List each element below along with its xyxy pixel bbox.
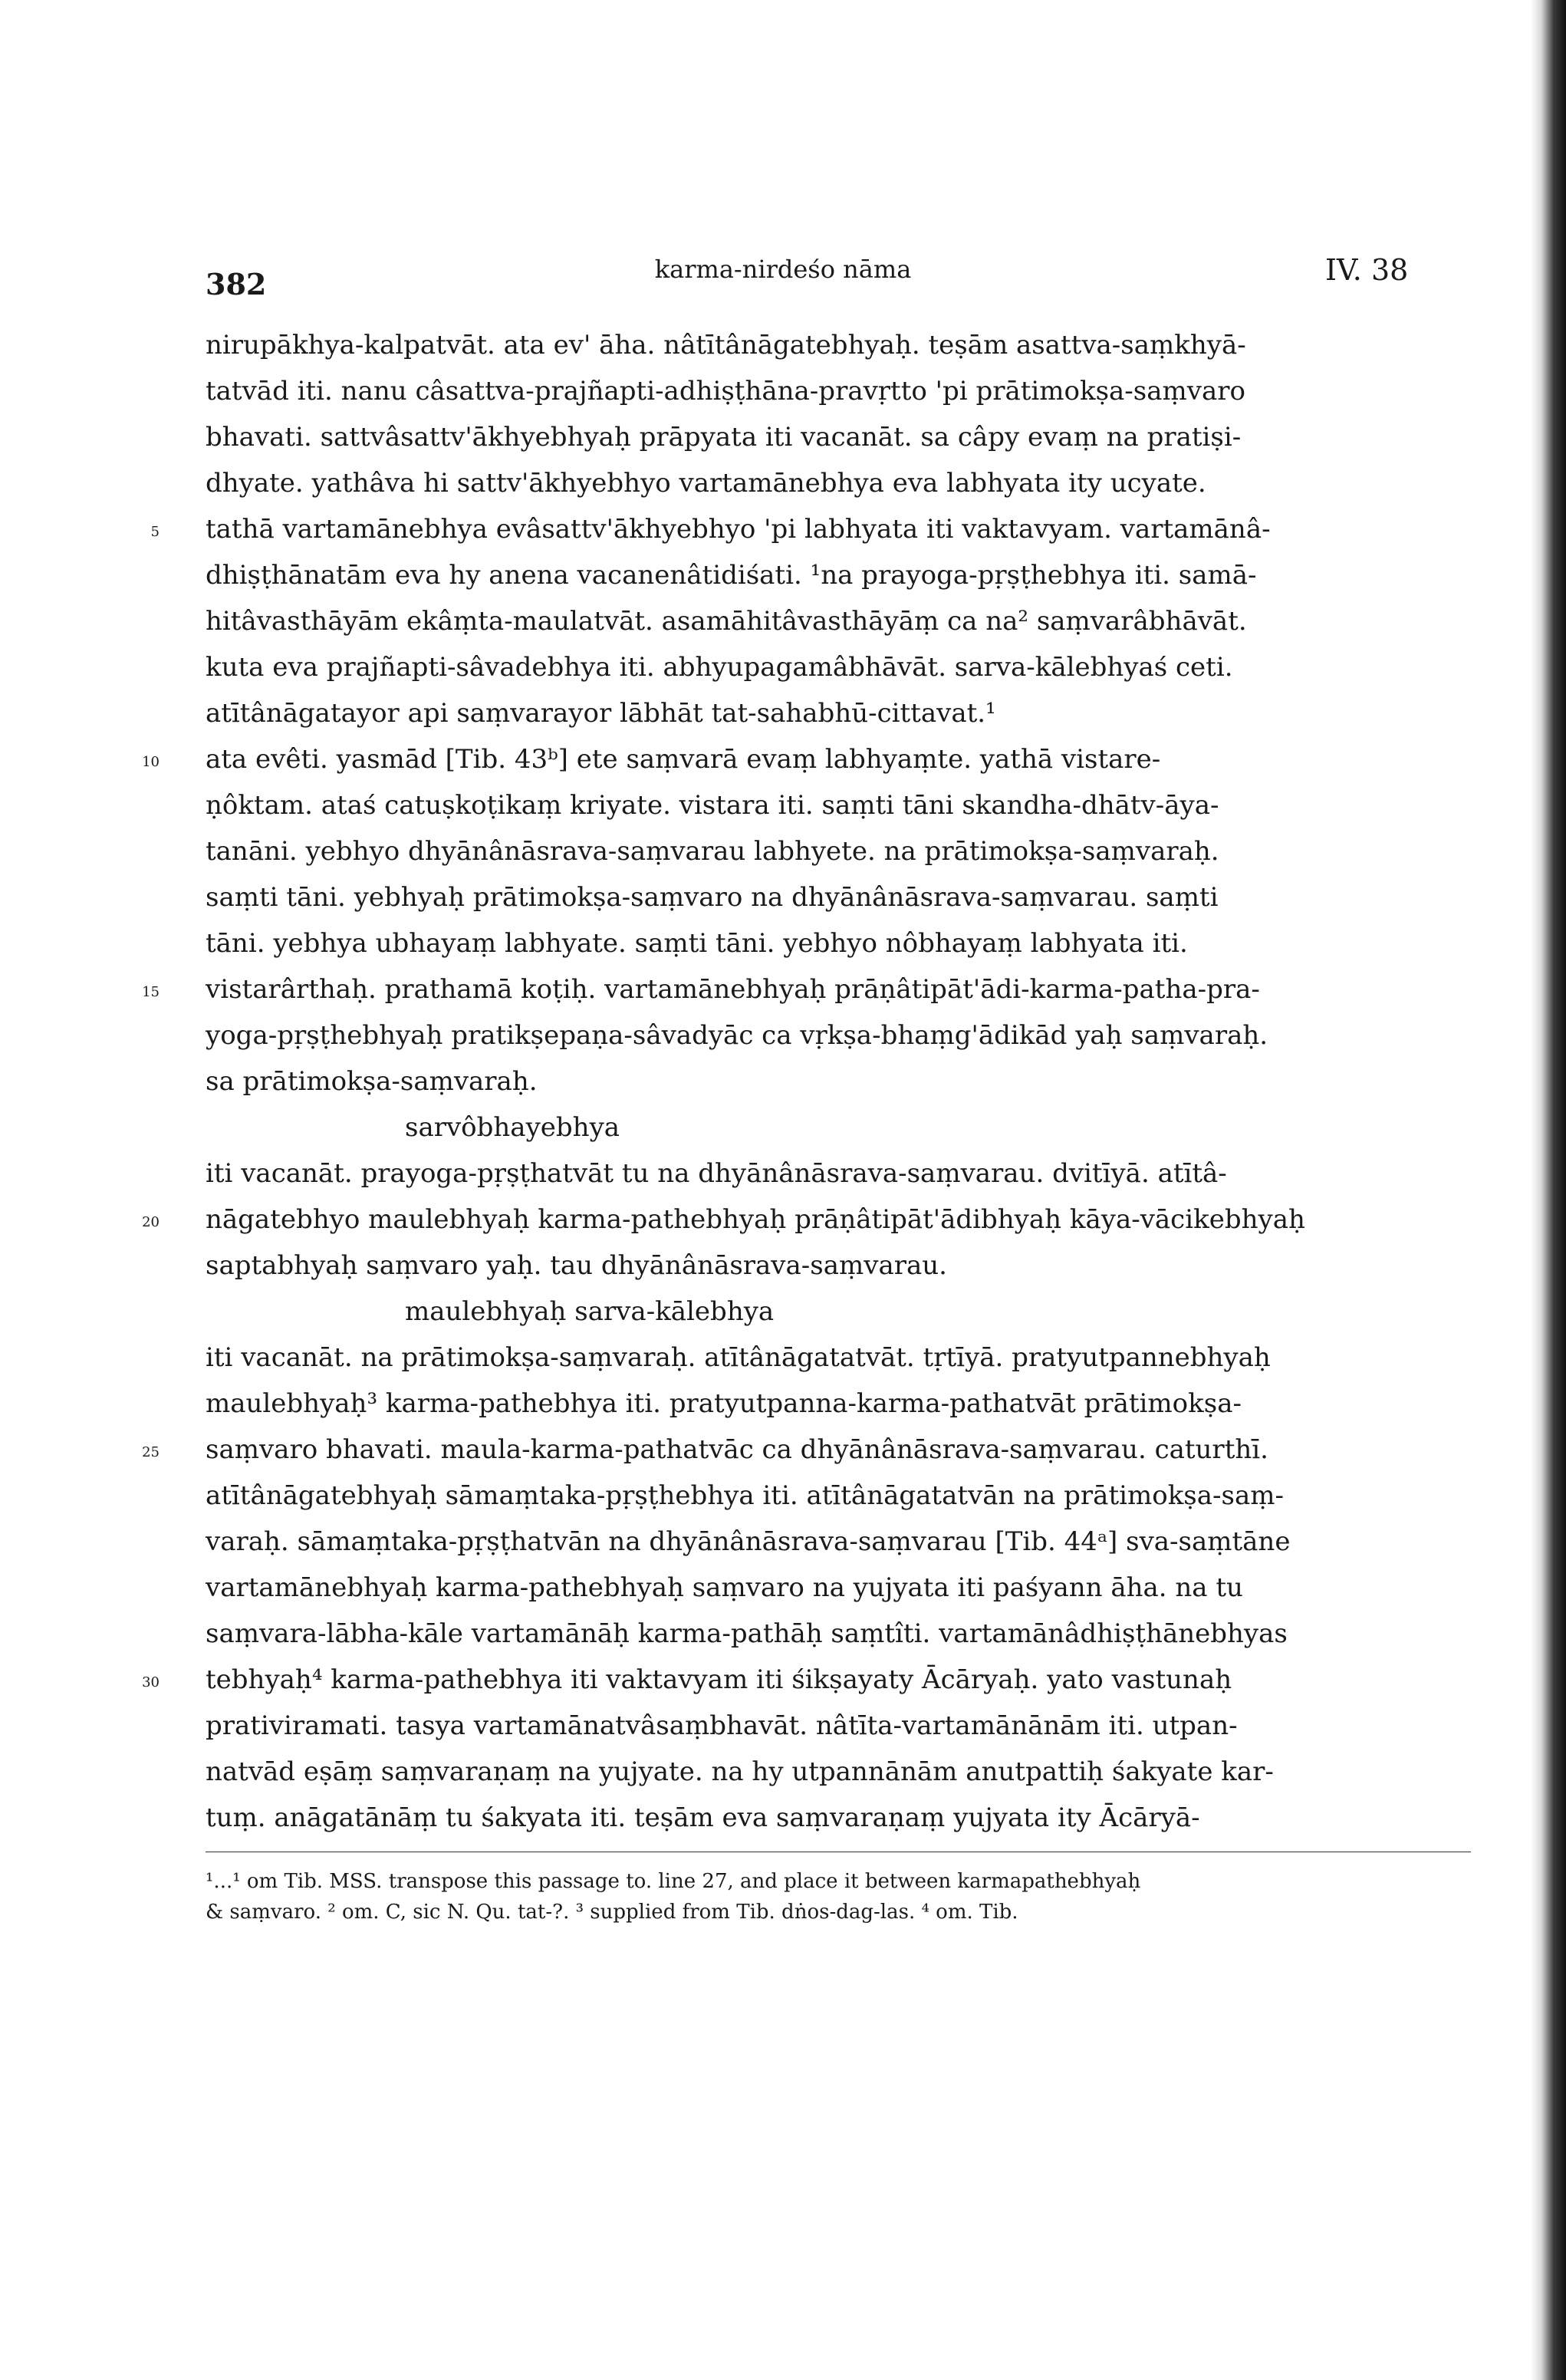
line-text: atītânāgatebhyaḥ sāmaṃtaka-pṛṣṭhebhya iti. atītânāgatatvān na prātimokṣa-saṃ- (206, 1480, 1284, 1511)
line-text: maulebhyaḥ sarva-kālebhya (405, 1296, 775, 1327)
text-line (206, 552, 1471, 598)
line-text: maulebhyaḥ³ karma-pathebhya iti. pratyutpanna-karma-pathatvāt prātimokṣa- (206, 1388, 1242, 1419)
text-line (206, 782, 1471, 828)
line-text: vartamānebhyaḥ karma-pathebhyaḥ saṃvaro na yujyata iti paśyann āha. na tu (206, 1572, 1243, 1603)
line-number: 15 (142, 984, 160, 1000)
line-text: tebhyaḥ⁴ karma-pathebhya iti vaktavyam iti śikṣayaty Ācāryaḥ. yato vastunaḥ (206, 1664, 1232, 1695)
line-text: prativiramati. tasya vartamānatvâsaṃbhavāt. nâtīta-vartamānānām iti. utpan- (206, 1710, 1238, 1741)
text-line (142, 966, 1471, 1012)
text-line (206, 644, 1471, 690)
text-line (206, 1289, 1471, 1335)
line-text: yoga-pṛṣṭhebhyaḥ pratikṣepaṇa-sâvadyāc ca vṛkṣa-bhaṃg'ādikād yaḥ saṃvaraḥ. (206, 1020, 1268, 1051)
text-line (206, 1795, 1471, 1841)
line-text: tatvād iti. nanu câsattva-prajñapti-adhiṣṭhāna-pravṛtto 'pi prātimokṣa-saṃvaro (206, 376, 1245, 407)
line-text: natvād eṣāṃ saṃvaraṇaṃ na yujyate. na hy utpannānām anutpattiḥ śakyate kar- (206, 1756, 1274, 1787)
text-line (206, 874, 1471, 920)
text-line (206, 598, 1471, 644)
text-line (206, 1012, 1471, 1058)
line-text: tāni. yebhya ubhayaṃ labhyate. saṃti tāni. yebhyo nôbhayaṃ labhyata iti. (206, 928, 1188, 959)
line-text: nāgatebhyo maulebhyaḥ karma-pathebhyaḥ prāṇâtipāt'ādibhyaḥ kāya-vācikebhyaḥ (206, 1204, 1305, 1235)
text-line (206, 1519, 1471, 1565)
text-line (206, 828, 1471, 874)
text-line (206, 1335, 1471, 1381)
line-text: nirupākhya-kalpatvāt. ata ev' āha. nâtītânāgatebhyaḥ. teṣām asattva-saṃkhyā- (206, 330, 1246, 360)
line-text: bhavati. sattvâsattv'ākhyebhyaḥ prāpyata iti vacanāt. sa câpy evaṃ na pratiṣi- (206, 422, 1242, 453)
line-text: dhiṣṭhānatām eva hy anena vacanenâtidiśati. ¹na prayoga-pṛṣṭhebhya iti. samā- (206, 560, 1257, 591)
line-text: iti vacanāt. prayoga-pṛṣṭhatvāt tu na dhyānânāsrava-saṃvarau. dvitīyā. atītâ- (206, 1158, 1227, 1189)
line-text: saptabhyaḥ saṃvaro yaḥ. tau dhyānânāsrava-saṃvarau. (206, 1250, 947, 1281)
line-text: dhyate. yathâva hi sattv'ākhyebhyo vartamānebhya eva labhyata ity ucyate. (206, 468, 1206, 499)
text-line (206, 1611, 1471, 1657)
text-line (206, 1058, 1471, 1104)
line-text: vistarârthaḥ. prathamā koṭiḥ. vartamānebhyaḥ prāṇâtipāt'ādi-karma-patha-pra- (206, 974, 1260, 1005)
text-line (206, 1749, 1471, 1795)
text-line (206, 1565, 1471, 1611)
line-number: 5 (150, 524, 160, 540)
line-text: ata evêti. yasmād [Tib. 43ᵇ] ete saṃvarā evaṃ labhyaṃte. yathā vistare- (206, 744, 1161, 775)
line-number: 20 (142, 1214, 160, 1230)
text-line (206, 322, 1471, 368)
body-text (142, 322, 1471, 1927)
text-line (142, 1657, 1471, 1703)
line-text: saṃti tāni. yebhyaḥ prātimokṣa-saṃvaro na dhyānânāsrava-saṃvarau. saṃti (206, 882, 1219, 913)
text-line (206, 460, 1471, 506)
line-number: 25 (142, 1444, 160, 1460)
line-text: hitâvasthāyām ekâṃta-maulatvāt. asamāhitâvasthāyāṃ ca na² saṃvarâbhāvāt. (206, 606, 1247, 637)
line-text: saṃvara-lābha-kāle vartamānāḥ karma-pathāḥ saṃtîti. vartamānâdhiṣṭhānebhyas (206, 1618, 1288, 1649)
line-text: sa prātimokṣa-saṃvaraḥ. (206, 1066, 538, 1097)
footnote: ¹...¹ om Tib. MSS. transpose this passage to. line 27, and place it between karmapathebhyaḥ (206, 1870, 1141, 1893)
text-line (206, 690, 1471, 736)
text-line (206, 1150, 1471, 1197)
line-text: saṃvaro bhavati. maula-karma-pathatvāc ca dhyānânāsrava-saṃvarau. caturthī. (206, 1434, 1268, 1465)
text-line (206, 1381, 1471, 1427)
line-text: tathā vartamānebhya evâsattv'ākhyebhyo 'pi labhyata iti vaktavyam. vartamānâ- (206, 514, 1271, 545)
line-text: atītânāgatayor api saṃvarayor lābhāt tat-sahabhū-cittavat.¹ (206, 698, 996, 729)
section-reference: IV. 38 (1325, 253, 1409, 287)
book-spine-shadow (1531, 0, 1566, 2380)
text-line (142, 736, 1471, 782)
text-line (142, 1427, 1471, 1473)
line-number: 10 (142, 754, 160, 770)
line-text: sarvôbhayebhya (405, 1112, 620, 1143)
line-text: iti vacanāt. na prātimokṣa-saṃvaraḥ. atītânāgatatvāt. tṛtīyā. pratyutpannebhyaḥ (206, 1342, 1271, 1373)
text-line (206, 1703, 1471, 1749)
running-title: karma-nirdeśo nāma (654, 255, 912, 284)
text-line (206, 368, 1471, 414)
line-text: tuṃ. anāgatānāṃ tu śakyata iti. teṣām eva saṃvaraṇaṃ yujyata ity Ācāryā- (206, 1802, 1200, 1833)
text-line (206, 920, 1471, 966)
line-text: ṇôktam. ataś catuṣkoṭikaṃ kriyate. vistara iti. saṃti tāni skandha-dhātv-āya- (206, 790, 1219, 821)
page-header (0, 238, 1566, 299)
text-line (206, 1473, 1471, 1519)
text-line (206, 1104, 1471, 1150)
text-line (206, 414, 1471, 460)
line-text: kuta eva prajñapti-sâvadebhya iti. abhyupagamâbhāvāt. sarva-kālebhyaś ceti. (206, 652, 1233, 683)
text-line (150, 506, 1471, 552)
line-text: tanāni. yebhyo dhyānânāsrava-saṃvarau labhyete. na prātimokṣa-saṃvaraḥ. (206, 836, 1219, 867)
line-number: 30 (142, 1674, 160, 1690)
text-line (142, 1197, 1471, 1243)
line-text: varaḥ. sāmaṃtaka-pṛṣṭhatvān na dhyānânāsrava-saṃvarau [Tib. 44ᵃ] sva-saṃtāne (206, 1526, 1291, 1557)
text-line (206, 1243, 1471, 1289)
page-number: 382 (206, 267, 267, 301)
footnote: & saṃvaro. ² om. C, sic N. Qu. tat-?. ³ supplied from Tib. dṅos-dag-las. ⁴ om. Tib. (206, 1901, 1018, 1924)
